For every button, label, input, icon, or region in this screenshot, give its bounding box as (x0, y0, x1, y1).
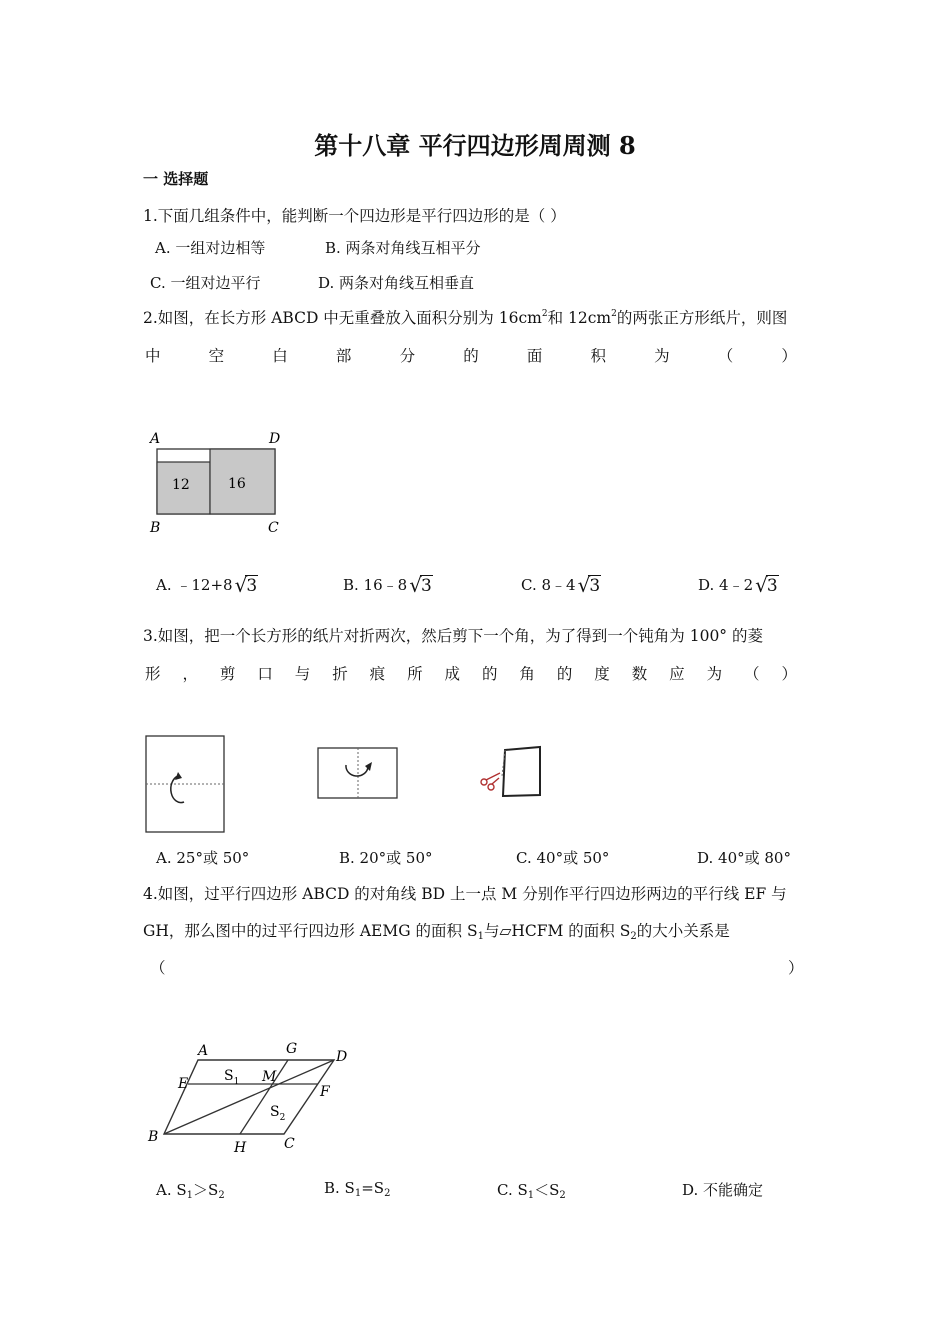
label-d: D (269, 431, 281, 447)
q3-char: 度 (594, 665, 610, 683)
q3-char: 角 (519, 665, 535, 683)
q2-char: 分 (399, 347, 416, 365)
q2-stem (143, 306, 787, 328)
q3-char: 为 (706, 665, 723, 683)
q3-char: 口 (257, 665, 273, 683)
q4-b-pre: B. S (324, 1179, 355, 1197)
q3-char: 所 (407, 665, 423, 683)
q2-char: ） (781, 347, 797, 365)
q2-char: 部 (335, 347, 352, 365)
radicand: 3 (420, 576, 432, 596)
q2-option-b[interactable] (343, 574, 433, 597)
q2-option-b-text: B. 16﹣8 (343, 576, 408, 594)
q2-char: 空 (208, 347, 225, 365)
q2-char: 为 (654, 347, 670, 365)
q4-stem2-c: 的大小关系是 (636, 922, 730, 940)
fold-figure-2 (312, 742, 404, 804)
label-c: C (268, 520, 279, 536)
q2-char: 白 (272, 347, 288, 365)
label-a: A (198, 1043, 209, 1059)
q2-stem-c: 的两张正方形纸片，则图 (616, 309, 788, 327)
sqrt-icon: √3 (409, 573, 432, 597)
q4-sub1: 1 (477, 931, 484, 942)
scissors-icon (481, 773, 500, 790)
q2-option-d[interactable] (698, 574, 779, 597)
q3-char: ） (781, 665, 797, 683)
q4-a-pre: A. S (156, 1181, 187, 1199)
q2-figure (140, 425, 300, 540)
q4-b-mid: =S (361, 1179, 385, 1197)
q2-option-c[interactable] (521, 574, 601, 597)
q1-option-a[interactable]: A. 一组对边相等 (155, 239, 266, 257)
q3-char: 应 (669, 665, 685, 683)
radicand: 3 (766, 576, 778, 596)
q3-option-d[interactable]: D. 40°或 80° (697, 849, 791, 867)
q3-option-c[interactable]: C. 40°或 50° (516, 849, 610, 867)
label-d: D (336, 1049, 348, 1065)
radicand: 3 (246, 576, 258, 596)
q2-sup1: 2 (541, 309, 548, 319)
fold-figure-1 (140, 730, 230, 836)
q2-char: （ (717, 347, 734, 365)
q3-char: 痕 (369, 665, 386, 683)
q4-option-b[interactable] (324, 1179, 390, 1199)
q3-char: 数 (631, 665, 648, 683)
q4-stem2-a: GH，那么图中的过平行四边形 AEMG 的面积 S (143, 922, 478, 940)
sqrt-icon: √3 (234, 573, 258, 597)
q4-c-s1: 1 (527, 1190, 535, 1201)
q4-figure (140, 1036, 360, 1160)
q4-paren-close: ） (788, 959, 804, 977)
label-m: M (262, 1069, 277, 1085)
label-b: B (150, 520, 161, 536)
label-12: 12 (172, 477, 190, 493)
q3-stem-line2 (145, 662, 797, 684)
q2-option-a[interactable] (156, 574, 258, 597)
q3-stem: 3.如图，把一个长方形的纸片对折两次，然后剪下一个角，为了得到一个钝角为 100° 的菱 (143, 627, 763, 645)
sqrt-icon: √3 (577, 573, 601, 597)
label-c: C (284, 1136, 295, 1152)
label-a: A (150, 431, 161, 447)
q4-c-s2: 2 (559, 1190, 566, 1201)
q4-sub2: 2 (630, 931, 637, 942)
q3-char: 与 (294, 665, 311, 683)
q1-option-c[interactable]: C. 一组对边平行 (150, 274, 261, 292)
q4-option-c[interactable] (497, 1179, 566, 1201)
label-e: E (178, 1076, 189, 1092)
q4-stem-line1: 4.如图，过平行四边形 ABCD 的对角线 BD 上一点 M 分别作平行四边形两边的平行线 EF 与 (143, 885, 787, 903)
q4-paren-open: （ (150, 959, 166, 977)
q3-char: （ (744, 665, 760, 683)
radicand: 3 (589, 576, 601, 596)
q3-char: 折 (332, 665, 348, 683)
q2-option-d-text: D. 4﹣2 (698, 576, 754, 594)
section-heading: 一 选择题 (143, 170, 209, 188)
q4-a-s2: 2 (218, 1190, 225, 1201)
q1-stem: 1.下面几组条件中，能判断一个四边形是平行四边形的是（ ） (143, 207, 566, 225)
q2-char: 中 (145, 347, 161, 365)
sqrt-icon: √3 (755, 573, 778, 597)
q4-option-a[interactable] (156, 1179, 225, 1201)
q4-option-d[interactable]: D. 不能确定 (682, 1181, 764, 1199)
label-b: B (148, 1129, 159, 1145)
q2-option-a-text: A. ﹣12+8 (156, 576, 233, 594)
q4-c-mid: ＜S (534, 1181, 560, 1199)
label-s2: $S_2$ (270, 1104, 286, 1123)
label-s1: $S_1$ (224, 1068, 240, 1087)
q3-char: 形 (145, 665, 161, 683)
q4-b-s1: 1 (354, 1188, 362, 1199)
q2-sup2: 2 (611, 309, 617, 319)
q4-c-pre: C. S (497, 1181, 528, 1199)
q2-char: 积 (590, 347, 606, 365)
q2-stem-line2 (145, 344, 797, 366)
q1-option-b[interactable]: B. 两条对角线互相平分 (325, 239, 481, 257)
q2-char: 面 (526, 347, 543, 365)
q3-char: 的 (481, 665, 498, 683)
label-h: H (234, 1140, 247, 1156)
q4-a-mid: ＞S (193, 1181, 219, 1199)
q3-char: 成 (444, 665, 461, 683)
q1-option-d[interactable]: D. 两条对角线互相垂直 (318, 274, 475, 292)
q4-stem2-b: 与▱HCFM 的面积 S (483, 922, 631, 940)
q4-stem-line2 (143, 919, 730, 942)
q3-char: 剪 (219, 665, 236, 683)
q2-stem-a: 2.如图，在长方形 ABCD 中无重叠放入面积分别为 16cm (143, 309, 542, 327)
q4-a-s1: 1 (186, 1190, 194, 1201)
label-g: G (286, 1041, 298, 1057)
q2-stem-b: 和 12cm (547, 309, 612, 327)
fold-figure-3 (474, 740, 546, 802)
q4-b-s2: 2 (384, 1188, 391, 1199)
q2-option-c-text: C. 8﹣4 (521, 576, 576, 594)
q3-char: 的 (556, 665, 573, 683)
page-title: 第十八章 平行四边形周周测 8 (314, 131, 636, 160)
q3-option-a[interactable]: A. 25°或 50° (156, 849, 250, 867)
q3-option-b[interactable]: B. 20°或 50° (339, 849, 433, 867)
label-16: 16 (228, 476, 246, 492)
q3-char: ， (182, 665, 198, 683)
label-f: F (320, 1084, 330, 1100)
q2-char: 的 (463, 347, 479, 365)
